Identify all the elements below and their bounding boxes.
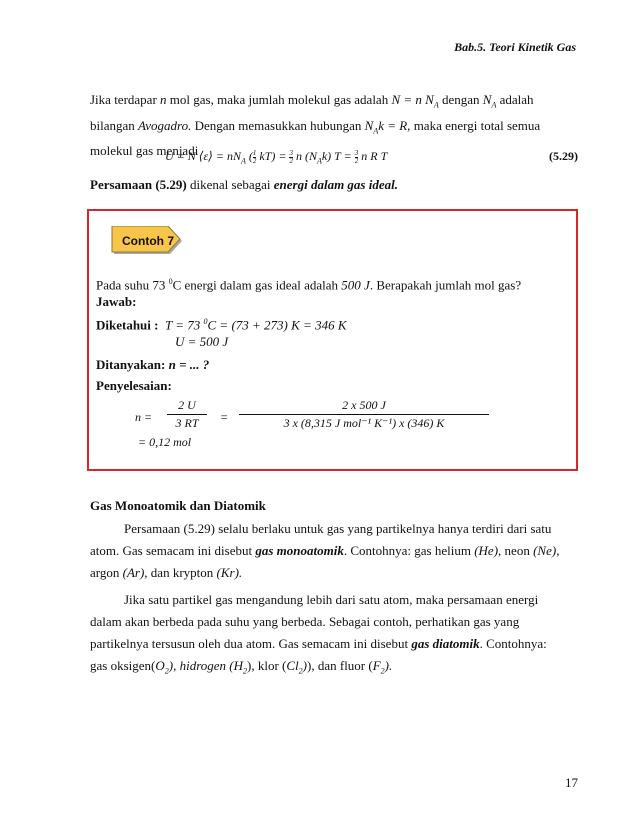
fraction-half: $\frac{1}{2}$ [252, 148, 257, 165]
answer-label: Jawab: [96, 294, 137, 309]
section-title: Gas Monoatomik dan Diatomik [90, 498, 266, 513]
paragraph-monoatomic: Persamaan (5.29) selalu berlaku untuk gas yang partikelnya hanya terdiri dari satu atom. Gas semacam ini disebut gas monoatomik. Contohnya: gas helium (He), neon (Ne), argon (Ar), dan krypton (Kr). [90, 521, 560, 580]
fraction-three-halves-2: $\frac{3}{2}$ [354, 148, 359, 165]
known-line-energy: U = 500 J [175, 334, 229, 349]
page-number: 17 [565, 775, 578, 790]
example-tag [104, 226, 184, 256]
calc-result: = 0,12 mol [138, 435, 192, 449]
calculation-block [135, 398, 575, 445]
solution-label: Penyelesaian: [96, 378, 172, 393]
equation-number: (5.29) [549, 149, 578, 163]
intro-line-1: Jika terdapar n mol gas, maka jumlah molekul gas adalah N = n $N_A$ dengan $N_A$ adalah [90, 92, 534, 110]
paragraph-diatomic: Jika satu partikel gas mengandung lebih dari satu atom, maka persamaan energi dalam akan berbeda pada suhu yang berbeda. Sebagai contoh, perhatikan gas yang partikelnya tersusun oleh dua atom. Gas semacam ini disebut gas diatomik. Contohnya: gas $oksigen(O_2)$, hidrogen $(H_2)$, klor $(Cl_2)$), dan fluor $(F_2)$. [90, 592, 547, 676]
calc-equals: = [220, 410, 229, 424]
running-head: Bab.5. Teori Kinetik Gas [454, 40, 576, 54]
calc-fraction-2: 2 x 500 J 3 x (8,315 J mol⁻¹ K⁻¹) x (346) K [239, 398, 489, 431]
fraction-three-halves: $\frac{3}{2}$ [289, 148, 293, 165]
statement-line: Persamaan (5.29) dikenal sebagai energi dalam gas ideal. [90, 177, 398, 192]
calc-fraction-1: $\frac{2 U}{3 RT}$ [167, 398, 207, 431]
known-line-temperature: Diketahui : T = 73 $^0$C = (73 + 273) K = 346 K [96, 317, 347, 333]
intro-line-3: molekul gas menjadi [90, 143, 199, 159]
example-question: Pada suhu 73 $^0$C energi dalam gas ideal adalah 500 J. Berapakah jumlah mol gas? [96, 277, 522, 293]
intro-line-2: bilangan Avogadro. Dengan memasukkan hubungan $N_Ak = R$, maka energi total semua [90, 117, 541, 136]
calc-n: n = [135, 410, 153, 424]
example-tag-label: Contoh 7 [122, 234, 174, 248]
asked-line: Ditanyakan: n = ... ? [96, 357, 210, 372]
energy-equation: U = N ⟨ε⟩ = $nN_A$ ( $\frac{1}{2}$ kT) = $\frac{3}{2}$ n $(N_Ak) T$ = $\frac{3}{2}$ n R T (5.29) [165, 148, 578, 166]
